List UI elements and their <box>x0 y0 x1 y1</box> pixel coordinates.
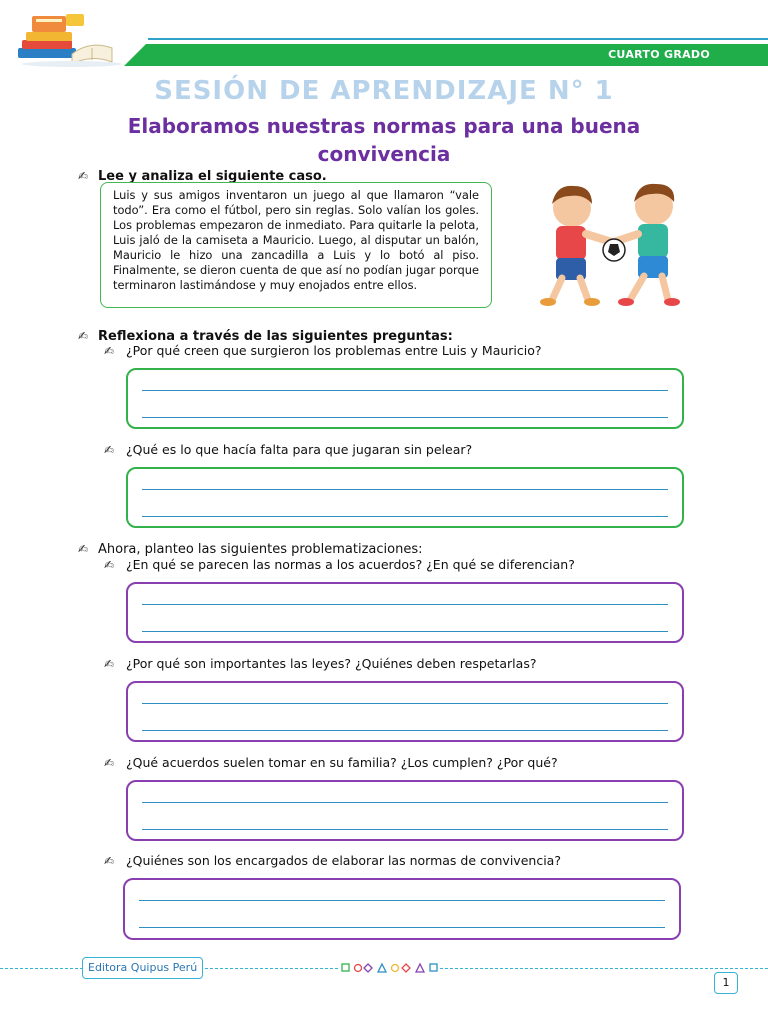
writing-hand-icon: ✍ <box>78 542 89 556</box>
answer-box[interactable] <box>126 780 684 841</box>
answer-line <box>139 927 665 928</box>
session-title: SESIÓN DE APRENDIZAJE N° 1 <box>154 76 614 106</box>
writing-hand-icon: ✍ <box>104 854 115 868</box>
writing-hand-icon: ✍ <box>104 756 115 770</box>
question-text: ¿Quiénes son los encargados de elaborar las normas de convivencia? <box>126 853 561 868</box>
question-row <box>104 557 575 573</box>
case-box <box>100 182 492 308</box>
answer-box[interactable] <box>126 681 684 742</box>
answer-line <box>139 900 665 901</box>
answer-line <box>142 829 668 830</box>
writing-hand-icon: ✍ <box>104 558 115 572</box>
answer-line <box>142 730 668 731</box>
header-rule <box>148 38 768 40</box>
answer-line <box>142 604 668 605</box>
question-text: ¿Por qué son importantes las leyes? ¿Quiénes deben respetarlas? <box>126 656 537 671</box>
section2-heading: Reflexiona a través de las siguientes preguntas: <box>98 329 453 344</box>
case-text: Luis y sus amigos inventaron un juego al que llamaron “vale todo”. Era como el fútbol, pero sin reglas. Solo valían los goles. Los problemas empezaron de inmediato. Para quitarle la pelota, Luis jaló de la camiseta a Mauricio. Luego, al disputar un balón, Mauricio le hizo una zancadilla a Luis y lo botó al piso. Finalmente, se dieron cuenta de que así no podían jugar porque terminaron lastimándose y muy enojados entre ellos. <box>113 188 479 292</box>
answer-line <box>142 703 668 704</box>
publisher-badge: Editora Quipus Perú <box>82 957 203 979</box>
question-text: ¿Qué acuerdos suelen tomar en su familia? ¿Los cumplen? ¿Por qué? <box>126 755 558 770</box>
answer-box[interactable] <box>126 368 684 429</box>
answer-line <box>142 802 668 803</box>
answer-box[interactable] <box>123 878 681 940</box>
grade-label: CUARTO GRADO <box>608 48 710 61</box>
answer-line <box>142 631 668 632</box>
answer-line <box>142 390 668 391</box>
section3-heading: Ahora, planteo las siguientes problematizaciones: <box>98 542 423 557</box>
writing-hand-icon: ✍ <box>78 169 89 183</box>
question-row <box>104 656 536 672</box>
children-fighting-ball-illustration <box>530 178 690 314</box>
answer-line <box>142 417 668 418</box>
question-text: ¿Qué es lo que hacía falta para que jugaran sin pelear? <box>126 442 473 457</box>
decorative-shapes-icon <box>340 961 440 975</box>
question-row <box>104 755 558 771</box>
question-text: ¿En qué se parecen las normas a los acuerdos? ¿En qué se diferencian? <box>126 557 575 572</box>
books-icon <box>12 10 122 68</box>
writing-hand-icon: ✍ <box>104 344 115 358</box>
page-title: Elaboramos nuestras normas para una buena convivencia <box>127 114 641 166</box>
section3-heading-row <box>78 541 422 558</box>
page-number: 1 <box>714 972 738 994</box>
question-text: ¿Por qué creen que surgieron los problemas entre Luis y Mauricio? <box>126 343 542 358</box>
writing-hand-icon: ✍ <box>104 443 115 457</box>
answer-line <box>142 516 668 517</box>
question-row <box>104 442 472 458</box>
question-row <box>104 343 542 359</box>
section1-heading: Lee y analiza el siguiente caso. <box>98 169 327 184</box>
writing-hand-icon: ✍ <box>104 657 115 671</box>
answer-box[interactable] <box>126 467 684 528</box>
writing-hand-icon: ✍ <box>78 329 89 343</box>
answer-box[interactable] <box>126 582 684 643</box>
question-row <box>104 853 561 869</box>
answer-line <box>142 489 668 490</box>
